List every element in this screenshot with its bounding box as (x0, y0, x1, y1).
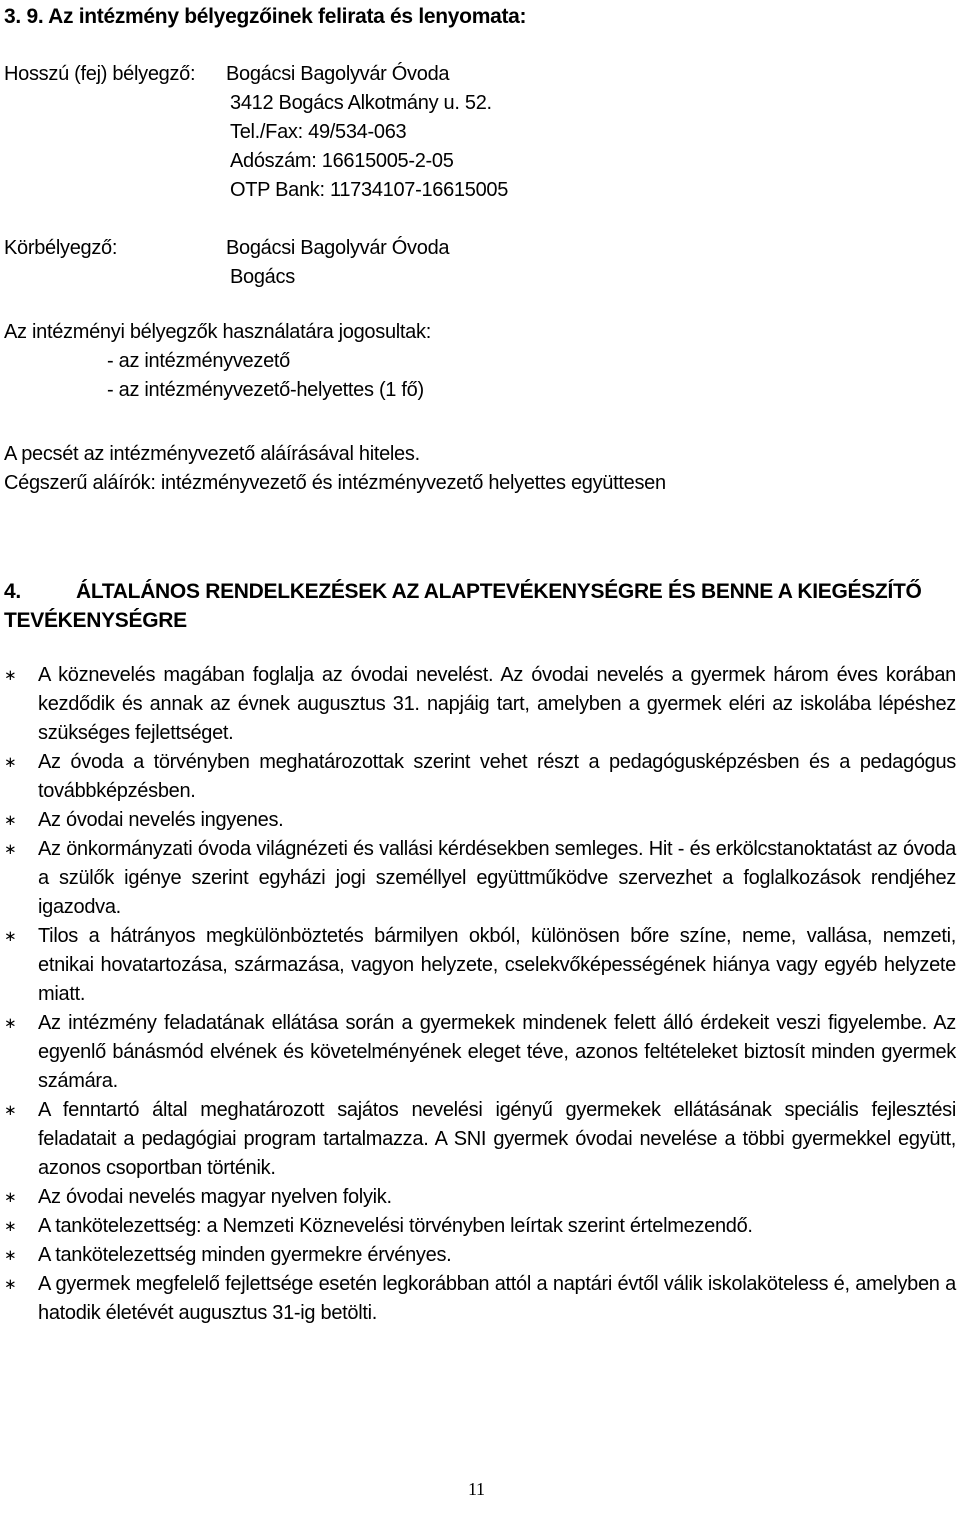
long-stamp-lines (226, 60, 508, 205)
asterisk-bullet-icon: ∗ (4, 1217, 17, 1235)
long-stamp-line: Tel./Fax: 49/534-063 (230, 121, 407, 143)
asterisk-bullet-icon: ∗ (4, 811, 17, 829)
authorized-item: - az intézményvezető-helyettes (1 fő) (107, 379, 424, 401)
list-item-text: A gyermek megfelelő fejlettsége esetén legkorábban attól a naptári évtől válik iskolaköteless é, amelyben a hatodik életévét augusztus 31-ig betölti. (38, 1273, 956, 1324)
list-item (4, 806, 956, 835)
asterisk-bullet-icon: ∗ (4, 753, 17, 771)
asterisk-bullet-icon: ∗ (4, 1014, 17, 1032)
list-item-text: Tilos a hátrányos megkülönböztetés bármilyen okból, különösen bőre színe, neme, vallása, nemzeti, etnikai hovatartozása, származása, vagyon helyzete, cselekvőképességének hiánya vagy egyéb helyzete miatt. (38, 925, 956, 1005)
section-title: ÁLTALÁNOS RENDELKEZÉSEK AZ ALAPTEVÉKENYSÉGRE ÉS BENNE A KIEGÉSZÍTŐ TEVÉKENYSÉGRE (4, 580, 922, 632)
list-item (4, 1096, 956, 1183)
list-item (4, 661, 956, 748)
authorized-item: - az intézményvezető (107, 350, 290, 372)
list-item (4, 1183, 956, 1212)
long-stamp-line: Bogácsi Bagolyvár Óvoda (226, 63, 450, 85)
long-stamp-line: Adószám: 16615005-2-05 (230, 150, 454, 172)
seal-line: A pecsét az intézményvezető aláírásával hiteles. (4, 443, 420, 465)
round-stamp-line: Bogácsi Bagolyvár Óvoda (226, 237, 450, 259)
list-item (4, 922, 956, 1009)
round-stamp-lines (226, 234, 449, 292)
list-item-text: Az intézmény feladatának ellátása során a gyermekek mindenek felett álló érdekeit veszi figyelembe. Az egyenlő bánásmód elvének és követelményének eleget téve, azonos feltételeket biztosít minden gyermek számára. (38, 1012, 956, 1092)
list-item-text: A tankötelezettség: a Nemzeti Köznevelési törvényben leírtak szerint értelmezendő. (38, 1215, 753, 1237)
list-item-text: Az óvodai nevelés magyar nyelven folyik. (38, 1186, 392, 1208)
asterisk-bullet-icon: ∗ (4, 666, 17, 684)
list-item-text: Az óvodai nevelés ingyenes. (38, 809, 284, 831)
list-item (4, 1241, 956, 1270)
asterisk-bullet-icon: ∗ (4, 840, 17, 858)
list-item-text: Az óvoda a törvényben meghatározottak szerint vehet részt a pedagógusképzésben és a pedagógus továbbképzésben. (38, 751, 956, 802)
asterisk-bullet-icon: ∗ (4, 1188, 17, 1206)
list-item (4, 1009, 956, 1096)
list-item (4, 1270, 956, 1328)
long-stamp-line: OTP Bank: 11734107-16615005 (230, 179, 509, 201)
list-item (4, 835, 956, 922)
asterisk-bullet-icon: ∗ (4, 1246, 17, 1264)
section-heading-4 (4, 577, 956, 635)
round-stamp-line: Bogács (230, 266, 295, 288)
authorized-users-block (4, 318, 431, 405)
long-stamp-line: 3412 Bogács Alkotmány u. 52. (230, 92, 492, 114)
section-heading-3-9: 3. 9. Az intézmény bélyegzőinek felirata és lenyomata: (4, 5, 527, 28)
list-item-text: A fenntartó által meghatározott sajátos nevelési igényű gyermekek ellátásának speciális fejlesztési feladatait a pedagógiai program tartalmazza. A SNI gyermek óvodai nevelése a többi gyermekkel együtt, azonos csoportban történik. (38, 1099, 956, 1179)
list-item (4, 748, 956, 806)
seal-block (4, 440, 666, 498)
list-item-text: A köznevelés magában foglalja az óvodai nevelést. Az óvodai nevelés a gyermek három éves korában kezdődik és annak az évnek augusztus 31. napjáig tart, amelyben a gyermek eléri az iskolába lépéshez szükséges fejlettséget. (38, 664, 956, 744)
page-number: 11 (468, 1479, 485, 1499)
signatory-line: Cégszerű aláírók: intézményvezető és intézményvezető helyettes együttesen (4, 472, 666, 494)
list-item-text: Az önkormányzati óvoda világnézeti és vallási kérdésekben semleges. Hit - és erkölcstanoktatást az óvoda a szülők igénye szerint egyházi jogi személlyel együttműködve szervezhet a foglalkozások rendjéhez igazodva. (38, 838, 956, 918)
authorized-title: Az intézményi bélyegzők használatára jogosultak: (4, 321, 431, 343)
bullet-list (4, 661, 956, 1328)
list-item (4, 1212, 956, 1241)
long-stamp-label: Hosszú (fej) bélyegző: (4, 63, 196, 85)
section-number: 4. (4, 580, 21, 603)
round-stamp-label: Körbélyegző: (4, 237, 118, 259)
asterisk-bullet-icon: ∗ (4, 1275, 17, 1293)
asterisk-bullet-icon: ∗ (4, 927, 17, 945)
asterisk-bullet-icon: ∗ (4, 1101, 17, 1119)
list-item-text: A tankötelezettség minden gyermekre érvényes. (38, 1244, 452, 1266)
